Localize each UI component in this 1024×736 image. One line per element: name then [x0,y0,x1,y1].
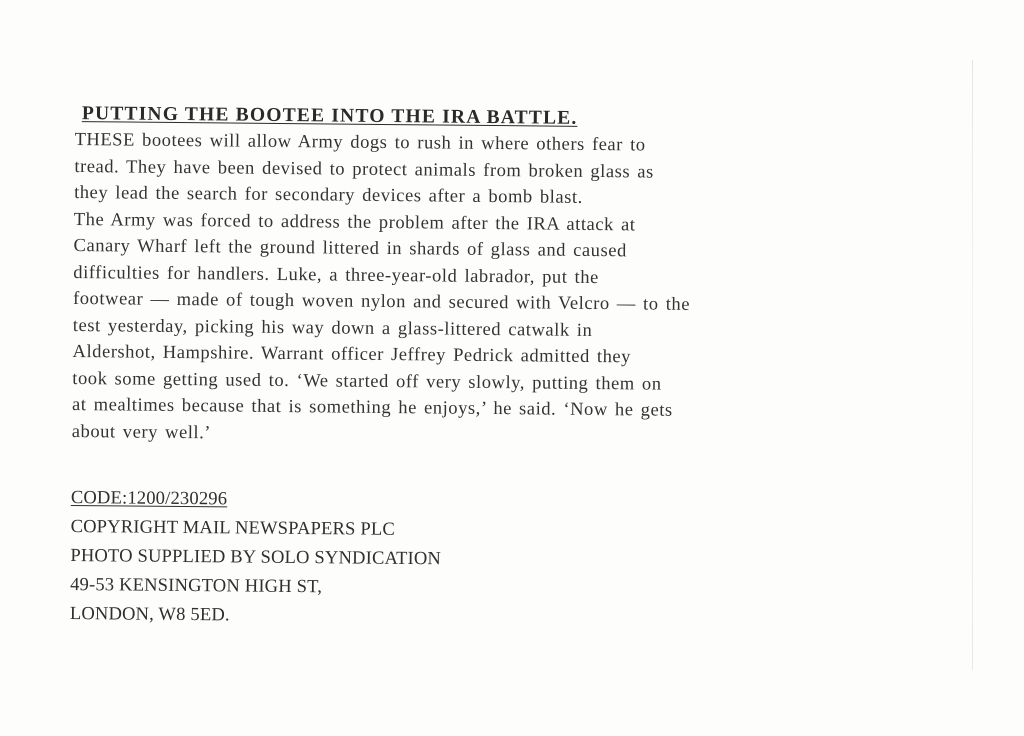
body-line: The Army was forced to address the problem after the IRA attack at [73,209,636,235]
body-line: at mealtimes because that is something he enjoys,’ he said. ‘Now he gets [71,394,673,421]
body-line: took some getting used to. ‘We started off very slowly, putting them on [72,368,662,395]
headline: PUTTING THE BOOTEE INTO THE IRA BATTLE. [81,103,578,129]
body-line: Aldershot, Hampshire. Warrant officer Jeffrey Pedrick admitted they [72,341,632,368]
paper-edge-mark [972,60,973,670]
address-line: LONDON, W8 5ED. [69,603,230,626]
body-line: Canary Wharf left the ground littered in shards of glass and caused [73,235,627,262]
body-line: THESE bootees will allow Army dogs to rush in where others fear to [74,129,646,156]
address-line: 49-53 KENSINGTON HIGH ST, [70,574,323,598]
credits-block [70,484,442,632]
body-line: difficulties for handlers. Luke, a three-year-old labrador, put the [73,262,599,288]
supplier-line: PHOTO SUPPLIED BY SOLO SYNDICATION [70,545,442,570]
body-line: about very well.’ [71,421,212,443]
body-line: test yesterday, picking his way down a glass-littered catwalk in [72,315,593,341]
body-line: tread. They have been devised to protect animals from broken glass as [74,156,654,183]
body-line: they lead the search for secondary devices after a bomb blast. [74,182,583,208]
body-line: footwear — made of tough woven nylon and secured with Velcro — to the [73,288,691,315]
article [72,101,865,453]
code-reference: CODE:1200/230296 [70,487,228,510]
copyright-line: COPYRIGHT MAIL NEWSPAPERS PLC [70,516,396,540]
